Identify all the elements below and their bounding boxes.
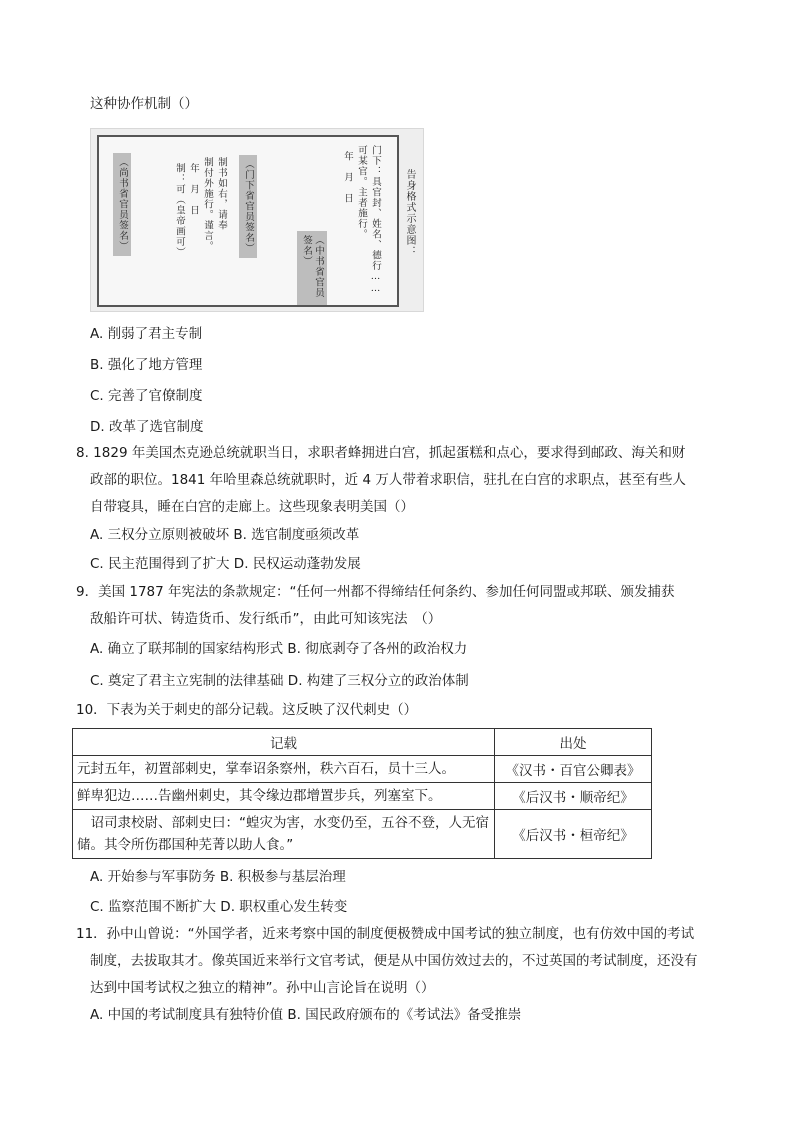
q11-options-ab[interactable]: A. 中国的考试制度具有独特价值 B. 国民政府颁布的《考试法》备受推崇 — [90, 1007, 522, 1023]
q8-stem-line-2: 政部的职位。1841 年哈里森总统就职时，近 4 万人带着求职信，驻扎在白宫的求职点，甚至有些人 — [90, 472, 686, 488]
table-header-record: 记载 — [73, 729, 495, 756]
table-cell-record: 诏司隶校尉、部刺史曰：“蝗灾为害，水变仍至，五谷不登，人无宿储。其令所伤郡国种芜菁以助人食。” — [73, 810, 495, 859]
q8-stem-line-1: 8. 1829 年美国杰克逊总统就职当日，求职者蜂拥进白宫，抓起蛋糕和点心，要求得到邮政、海关和财 — [76, 445, 686, 461]
q11-stem-line-1: 11．孙中山曾说：“外国学者，近来考察中国的制度便极赞成中国考试的独立制度，也有仿效中国的考试 — [76, 926, 695, 942]
q9-stem-line-2: 敌船许可状、铸造货币、发行纸币”，由此可知该宪法 （） — [90, 611, 442, 627]
table-header-row — [73, 729, 652, 756]
q7-stem-tail: 这种协作机制（） — [90, 96, 198, 112]
figure-box-zhongshu: （中书省官员签名） — [297, 231, 327, 305]
figure-frame — [97, 135, 399, 307]
q9-options-ab[interactable]: A. 确立了联邦制的国家结构形式 B. 彻底剥夺了各州的政治权力 — [90, 641, 468, 657]
q7-option-d[interactable]: D. 改革了选官制度 — [90, 419, 204, 435]
q9-stem-line-1: 9．美国 1787 年宪法的条款规定：“任何一州都不得缔结任何条约、参加任何同盟或邦联、颁发捕获 — [76, 584, 675, 600]
table-cell-record: 元封五年，初置部刺史，掌奉诏条察州，秩六百石，员十三人。 — [73, 756, 495, 783]
q8-options-cd[interactable]: C. 民主范围得到了扩大 D. 民权运动蓬勃发展 — [90, 556, 361, 572]
figure-side-caption: 告身格式示意图： — [404, 169, 415, 257]
q8-stem-line-3: 自带寝具，睡在白宫的走廊上。这些现象表明美国（） — [90, 499, 414, 515]
figure-col-zhishu-2: 制付外施行。谨言。 — [202, 157, 213, 252]
q10-stem: 10．下表为关于刺史的部分记载。这反映了汉代刺史（） — [76, 702, 418, 718]
q10-options-cd[interactable]: C. 监察范围不断扩大 D. 职权重心发生转变 — [90, 899, 348, 915]
q7-figure — [90, 128, 424, 312]
q9-options-cd[interactable]: C. 奠定了君主立宪制的法律基础 D. 构建了三权分立的政治体制 — [90, 673, 469, 689]
q11-stem-line-2: 制度，去拔取其才。像英国近来举行文官考试，便是从中国仿效过去的，不过英国的考试制度，还没有 — [90, 953, 698, 969]
table-cell-source: 《汉书・百官公卿表》 — [495, 756, 652, 783]
figure-col-zhishu-1: 制书如右，请奉 — [216, 157, 227, 231]
figure-col-zhishu-4: 制：可（皇帝画可） — [174, 163, 185, 258]
q11-stem-line-3: 达到中国考试权之独立的精神”。孙中山言论旨在说明（） — [90, 980, 435, 996]
figure-col-menxia-3: 年 月 日 — [342, 151, 353, 204]
q10-table — [72, 728, 652, 859]
table-header-source: 出处 — [495, 729, 652, 756]
table-cell-source: 《后汉书・顺帝纪》 — [495, 783, 652, 810]
figure-col-menxia-2: 可某官。主者施行。 — [356, 145, 367, 240]
figure-col-zhishu-3: 年 月 日 — [188, 163, 199, 216]
figure-box-shangshu: （尚书省官员签名） — [113, 153, 131, 256]
table-cell-record: 鲜卑犯边……告幽州刺史，其令缘边郡增置步兵，列塞室下。 — [73, 783, 495, 810]
table-cell-source: 《后汉书・桓帝纪》 — [495, 810, 652, 859]
table-row — [73, 756, 652, 783]
table-row — [73, 810, 652, 859]
q7-option-a[interactable]: A. 削弱了君主专制 — [90, 326, 203, 342]
figure-col-menxia-1: 门下：具官封、姓名、德行…… — [370, 145, 381, 295]
q7-option-c[interactable]: C. 完善了官僚制度 — [90, 388, 203, 404]
table-row — [73, 783, 652, 810]
q10-options-ab[interactable]: A. 开始参与军事防务 B. 积极参与基层治理 — [90, 869, 346, 885]
q7-option-b[interactable]: B. 强化了地方管理 — [90, 357, 203, 373]
figure-box-menxia: （门下省官员签名） — [239, 155, 257, 258]
q8-options-ab[interactable]: A. 三权分立原则被破坏 B. 选官制度亟须改革 — [90, 527, 360, 543]
